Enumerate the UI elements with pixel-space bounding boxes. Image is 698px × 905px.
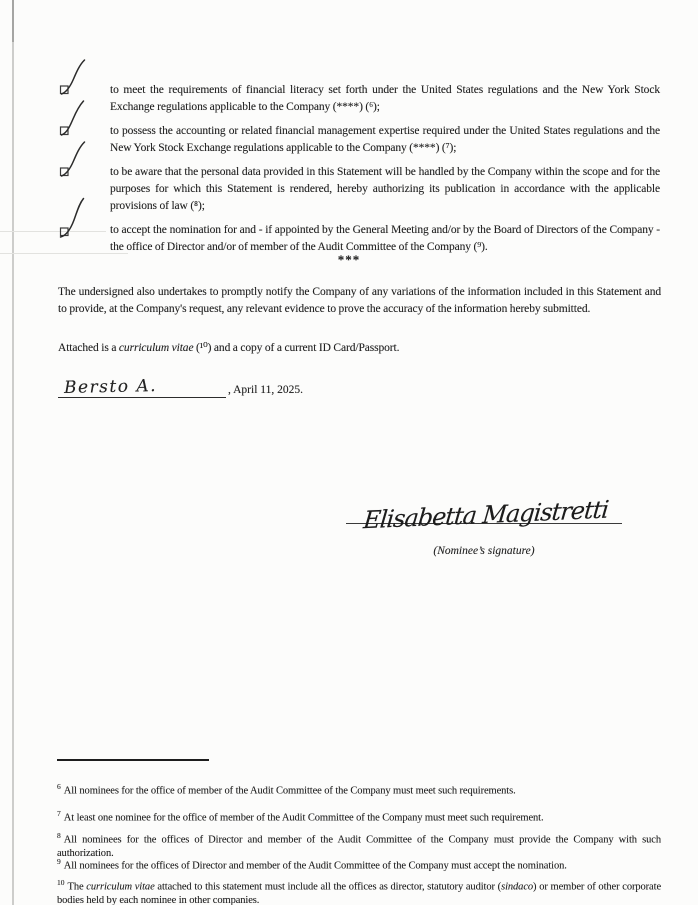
footnote-separator-rule: [57, 759, 209, 761]
footnote-marker: 10: [57, 877, 65, 887]
footnote-text: All nominees for the offices of Director and member of the Audit Committee of the Company must accept the nomination.: [63, 860, 567, 871]
footnote-text: At least one nominee for the office of member of the Audit Committee of the Company must meet such requirement.: [63, 812, 544, 823]
handwritten-signature: Elisabetta Magistretti: [361, 495, 609, 535]
scan-edge-line: [12, 0, 14, 905]
footnote-text: All nominees for the offices of Director and member of the Audit Committee of the Company must provide the Company with such authorization.: [57, 834, 661, 859]
date-text: , April 11, 2025.: [228, 384, 303, 396]
footnote-text: All nominees for the office of member of the Audit Committee of the Company must meet such requirements.: [63, 785, 516, 796]
attachment-text-italic: curriculum vitae: [118, 342, 194, 354]
handwritten-place: Bersto A.: [63, 376, 158, 398]
footnote-marker: 7: [57, 808, 61, 818]
attachment-text-pre: Attached is a: [58, 342, 119, 354]
footnote-text-pre: The: [67, 881, 87, 892]
footnote-9: [57, 855, 661, 874]
place-date-line: [58, 377, 303, 398]
footnote-text-post: ) or member of other corporate bodies held by each nominee in other companies.: [57, 881, 662, 905]
scan-edge-line-dark-top: [12, 0, 14, 42]
footnote-10: [57, 876, 661, 905]
checked-checkbox-icon: [59, 141, 86, 179]
signature-caption: (Nominee’s signature): [433, 545, 535, 557]
checklist-item-text: to meet the requirements of financial literacy set forth under the United States regulations and the New York Stock Exchange regulations applicable to the Company (****) (⁶);: [110, 84, 660, 113]
checklist-item-text: to be aware that the personal data provided in this Statement will be handled by the Company within the scope and for the purposes for which this Statement is rendered, hereby authorizing its publication in accordance with the applicable provisions of law (⁸);: [110, 166, 660, 212]
checked-checkbox-icon: [59, 59, 86, 97]
footnote-text-italic: sindaco: [501, 881, 534, 892]
footnote-text-mid: attached to this statement must include all the offices as director, statutory auditor (: [154, 881, 502, 892]
footnote-text-italic: curriculum vitae: [86, 881, 155, 892]
attachment-text-post: (¹⁰) and a copy of a current ID Card/Passport.: [193, 342, 400, 354]
scan-artifact-line: [0, 231, 106, 232]
undertaking-paragraph: The undersigned also undertakes to promptly notify the Company of any variations of the information included in this Statement and to provide, at the Company's request, any relevant evidence to prove the accuracy of the information hereby submitted.: [58, 286, 661, 315]
place-underline: [58, 377, 226, 398]
checked-checkbox-icon: [59, 100, 86, 138]
checklist-item-text: to accept the nomination for and - if appointed by the General Meeting and/or by the Board of Directors of the Company - the office of Director and/or of member of the Audit Committee of the Company (⁹).: [110, 224, 660, 253]
signature-line: [346, 484, 622, 535]
footnote-marker: 9: [57, 856, 61, 866]
footnote-7: [57, 807, 661, 826]
checked-checkbox-icon: [59, 197, 86, 239]
checklist-item-text: to possess the accounting or related financial management expertise required under the United States regulations and the New York Stock Exchange regulations applicable to the Company (****) (⁷);: [110, 125, 660, 154]
stars-divider: ***: [337, 252, 361, 267]
footnote-marker: 6: [57, 781, 61, 791]
signature-block: [346, 484, 622, 557]
footnote-6: [57, 780, 661, 799]
attachment-paragraph: [58, 340, 661, 357]
footnote-marker: 8: [57, 830, 61, 840]
